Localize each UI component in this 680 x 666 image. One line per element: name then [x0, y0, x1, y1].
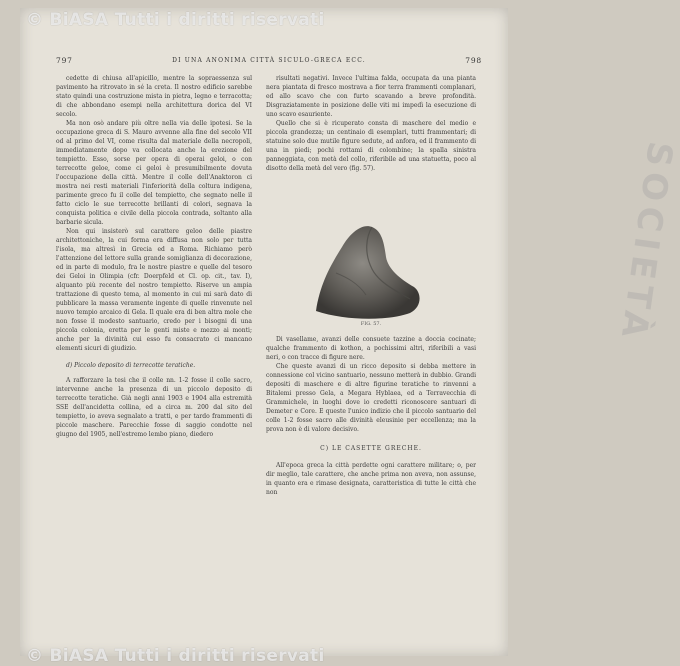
paragraph: Che queste avanzi di un ricco deposito si debba mettere in connessione col vicino santuario, nessuno metterà in dubbio. Grandi depositi di maschere e di altre figurine teratiche to rinvenni a Bitalemi presso Gela, a Megara Hyblaea, ed a Terravecchia di Grammichele, in luoghi dove io credetti riconoscere santuari di Demeter e Core. E queste l'unico indizio che il piccolo santuario del colle 1-2 fosse sacro alle divinità eleusinie per eccellenza; ma la prova non è di valore decisivo.	[266, 363, 476, 433]
watermark-bottom: © BiASA Tutti i diritti riservati	[26, 646, 325, 666]
paragraph: Non qui insisterò sul carattere geloo delle piastre architettoniche, la cui forma era diffusa non solo per tutta l'isola, ma altresì in Grecia ed a Roma. Richiamo però l'attenzione del lettore sulla grande somiglianza di decorazione, ed in parte di modulo, fra le nostre piastre e quelle del tesoro dei Geloi in Olimpia (cfr. Doerpfeld et Cl. op. cit., tav. I), alquanto più recente del nostro tempietto. Riserve un ampia trattazione di questo tema, al momento in cui mi sarà dato di pubblicare la massa veramente ingente di quelle rinvenute nel nuovo tempio arcaico di Gela. Il quale era di ben altra mole che non fosse il modesto santuario, credo per i bisogni di una piccola colonia, eretta per le genti miste e mezzo ai monti; anche per la divinità cui esso fu consacrato ci mancano elementi sicuri di giudizio.	[56, 228, 252, 352]
section-heading: C) LE CASETTE GRECHE.	[320, 445, 422, 452]
paragraph: risultati negativi. Invece l'ultima falda, occupata da una pianta nera piantata di fresco mostrava a fior terra frammenti complanari, ed allo scavo che con furto scavando a breve profondità. Disgraziatamente in posizione delle viti mi impedì la esecuzione di uno scavo esauriente.	[266, 75, 476, 118]
right-column-bottom	[266, 335, 476, 497]
figure-caption: FIG. 57.	[360, 321, 382, 327]
paragraph: Quello che si è ricuperato consta di maschere del medio e piccola grandezza; un centinaio di esemplari, tutti frammentari; di statuine solo due mutile figure sedute, ad anfora, ed il frammento di una in piedi; pochi rottami di colombine; la spalla sinistra panneggiata, con metà del collo, riferibile ad una statuetta, poco al disotto della metà del vero (fig. 57).	[266, 120, 476, 172]
paragraph: Di vasellame, avanzi delle consuete tazzine a doccia cocinate; qualche frammento di kothon, a pochissimi altri, riferibili a vasi neri, o con tracce di figure nere.	[266, 336, 476, 361]
paragraph: All'epoca greca la città perdette ogni carattere militare; o, per dir meglio, tale carattere, che anche prima non aveva, non assunse, in quanto era e rimase designata, caratteristica di tutte le città che non	[266, 462, 476, 496]
running-header	[56, 56, 482, 70]
section-heading: d) Piccolo deposito di terrecotte teratiche.	[66, 362, 196, 369]
right-column-top	[266, 74, 476, 173]
left-column	[56, 74, 252, 439]
paragraph: Ma non osò andare più oltre nella via delle ipotesi. Se la occupazione greca di S. Mauro avvenne alla fine del secolo VII od al primo del VI, come risulta dal materiale della necropoli, immediatamente dopo va collocata anche la erezione del tempietto. Esso, sorse per opera di operai geloi, o con terrecotte geloe, come ci geloi è presumibilmente dovuta l'occupazione della città. Mentre il colle dell'Anaktoron ci mostra nei resti materiali l'inferiorità della coltura indigena, parimente greco fu il colle del tempietto, che segnato nelle il fatto ciclo le sue terrecotte brillanti di colori, segnava la conquista politica e civile della piccola contrada, soltanto alla barbarie sicula.	[56, 120, 252, 226]
stamp-seal: SOCIETÀ	[612, 139, 680, 346]
watermark-top: © BiASA Tutti i diritti riservati	[26, 10, 325, 30]
paragraph: A rafforzare la tesi che il colle nn. 1-2 fosse il colle sacro, intervenne anche la presenza di un piccolo deposito di terrecotte teratiche. Già negli anni 1903 e 1904 alla estremità SSE dell'ancidetta collina, ed a circa m. 200 dal sito del tempietto, io aveva segnalato a tratti, e per tardo frammenti di piccole maschere. Parecchie fosse di saggio condotte nel giugno del 1905, nell'estremo lembo piano, diedero	[56, 377, 252, 438]
document-page	[20, 8, 680, 666]
running-title: DI UNA ANONIMA CITTÀ SICULO-GRECA ECC.	[172, 57, 366, 64]
page-number-left: 797	[56, 56, 73, 65]
figure-57-terracotta-shoulder	[306, 213, 426, 323]
paragraph: cedette di chiusa all'apicillo, mentre la sopraessenza sul pavimento ha ritrovato in sé la creta. Il nostro edificio sarebbe stato quindi una costruzione mista in pietra, legno e terracotta; di che abbondano esempi nella architettura dorica del VI secolo.	[56, 75, 252, 118]
page-number-right: 798	[465, 56, 482, 65]
